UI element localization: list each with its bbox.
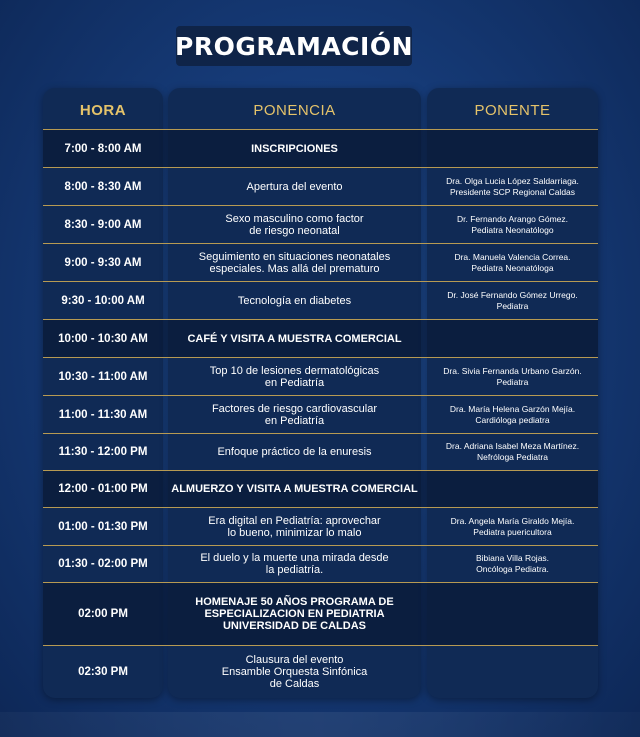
row-hora: 01:30 - 02:00 PM [58,558,148,570]
schedule-row [43,508,598,545]
schedule-row [43,358,598,395]
schedule-row [43,396,598,433]
row-hora: 12:00 - 01:00 PM [58,483,148,495]
schedule-row [43,471,598,507]
row-ponente [427,583,598,645]
schedule-row [43,130,598,167]
row-ponente [427,130,598,167]
row-ponencia: Enfoque práctico de la enuresis [217,446,372,458]
row-ponencia: Tecnología en diabetes [237,294,352,307]
row-ponente [427,646,598,698]
row-hora: 02:00 PM [78,608,128,620]
row-ponente: Dra. Manuela Valencia Correa. Pediatra Neonatóloga [454,251,571,273]
row-divider [43,167,598,168]
schedule-row [43,646,598,698]
row-ponencia: ALMUERZO Y VISITA A MUESTRA COMERCIAL [171,483,418,495]
schedule-row [43,320,598,357]
page-title: PROGRAMACIÓN [176,26,412,66]
row-hora: 01:00 - 01:30 PM [58,520,148,533]
row-divider [43,582,598,583]
schedule-row [43,583,598,645]
row-divider [43,319,598,320]
schedule-row [43,206,598,243]
row-ponencia: El duelo y la muerte una mirada desde la pediatría. [200,552,389,576]
row-divider [43,281,598,282]
schedule-row [43,434,598,470]
row-hora: 9:30 - 10:00 AM [61,294,145,307]
row-ponencia: Apertura del evento [246,180,343,193]
row-divider [43,645,598,646]
row-ponente: Dr. Fernando Arango Gómez. Pediatra Neonatólogo [456,213,569,235]
row-divider [43,470,598,471]
row-divider [43,433,598,434]
row-ponencia: Seguimiento en situaciones neonatales especiales. Mas allá del prematuro [198,250,391,275]
row-ponencia: Era digital en Pediatría: aprovechar lo bueno, minimizar lo malo [208,514,381,539]
row-hora: 11:30 - 12:00 PM [58,446,148,458]
header-ponente: PONENTE [474,101,551,119]
row-ponencia: HOMENAJE 50 AÑOS PROGRAMA DE ESPECIALIZACION EN PEDIATRIA UNIVERSIDAD DE CALDAS [195,596,394,632]
row-ponencia: CAFÉ Y VISITA A MUESTRA COMERCIAL [187,332,402,345]
row-ponencia: INSCRIPCIONES [251,142,338,155]
row-divider [43,545,598,546]
row-hora: 10:00 - 10:30 AM [58,332,148,345]
row-hora: 7:00 - 8:00 AM [64,142,142,155]
row-hora: 8:00 - 8:30 AM [64,180,142,193]
row-ponente: Bibiana Villa Rojas. Oncóloga Pediatra. [475,553,550,574]
schedule-row [43,168,598,205]
row-ponente: Dra. María Helena Garzón Mejía. Cardióloga pediatra [449,403,576,425]
row-ponencia: Top 10 de lesiones dermatológicas en Pediatría [209,364,380,389]
row-ponencia: Clausura del evento Ensamble Orquesta Sinfónica de Caldas [221,654,368,690]
row-ponencia: Factores de riesgo cardiovascular en Pediatría [211,402,378,427]
row-ponente: Dra. Olga Lucia López Saldarriaga. Presidente SCP Regional Caldas [446,175,579,197]
row-ponente [427,320,598,357]
row-hora: 10:30 - 11:00 AM [58,370,148,383]
row-divider [43,357,598,358]
row-divider [43,129,598,130]
schedule-row [43,282,598,319]
row-ponente: Dra. Adriana Isabel Meza Martínez. Nefróloga Pediatra [445,441,580,462]
row-hora: 02:30 PM [78,666,128,678]
schedule-row [43,244,598,281]
row-hora: 11:00 - 11:30 AM [58,408,148,421]
row-hora: 8:30 - 9:00 AM [64,218,142,231]
row-ponente [427,471,598,507]
row-ponente: Dra. Sivia Fernanda Urbano Garzón. Pediatra [443,365,582,387]
row-divider [43,395,598,396]
header-hora: HORA [79,101,127,119]
row-ponencia: Sexo masculino como factor de riesgo neonatal [225,212,364,237]
bottom-decoration [0,712,640,737]
row-hora: 9:00 - 9:30 AM [64,256,142,269]
row-divider [43,205,598,206]
row-ponente: Dr. José Fernando Gómez Urrego. Pediatra [447,289,578,311]
row-divider [43,507,598,508]
row-divider [43,243,598,244]
header-ponencia: PONENCIA [253,101,336,119]
row-ponente: Dra. Angela María Giraldo Mejía. Pediatra puericultora [450,515,575,537]
schedule-row [43,546,598,582]
